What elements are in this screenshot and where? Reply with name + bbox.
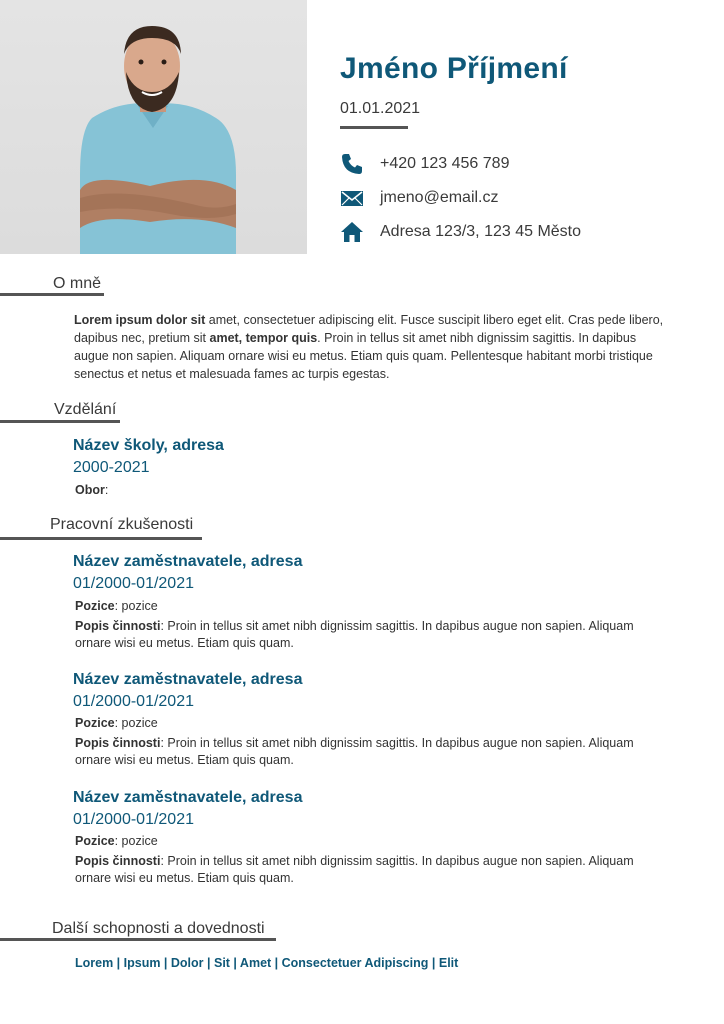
school-name: Název školy, adresa: [73, 437, 224, 454]
about-text-1: amet, consectetuer adipiscing elit. Fusce suscipit libero eget elit. Cras pede libero, dapibus nec, pretium sit: [74, 313, 664, 345]
employer-name: Název zaměstnavatele, adresa: [73, 671, 303, 688]
section-divider-education: [0, 420, 120, 423]
phone-icon: [340, 152, 364, 176]
job-position-value: : pozice: [114, 716, 158, 730]
job-period: 01/2000-01/2021: [73, 575, 194, 592]
job-period: 01/2000-01/2021: [73, 811, 194, 828]
section-divider-experience: [0, 537, 202, 540]
section-title-skills: Další schopnosti a dovednosti: [52, 920, 265, 937]
section-title-education: Vzdělání: [54, 401, 117, 418]
job-position: [75, 716, 158, 730]
study-field-value: :: [104, 483, 109, 497]
job-description-text: : Proin in tellus sit amet nibh dignissim sagittis. In dapibus augue non sapien. Aliquam ornare wisi eu metus. Etiam quis quam.: [75, 619, 634, 650]
job-description-label: Popis činnosti: [75, 854, 161, 868]
profile-photo: [0, 0, 307, 254]
job-description: [75, 853, 665, 887]
about-bold-2: amet, tempor quis: [209, 331, 318, 345]
contact-email: [340, 185, 499, 211]
skills-list: Lorem | Ipsum | Dolor | Sit | Amet | Consectetuer Adipiscing | Elit: [75, 956, 459, 970]
job-description: [75, 735, 665, 769]
contact-phone: [340, 151, 510, 177]
contact-address: [340, 219, 582, 245]
job-position: [75, 599, 158, 613]
job-position-label: Pozice: [75, 599, 115, 613]
envelope-icon: [340, 186, 364, 210]
school-years: 2000-2021: [73, 459, 150, 476]
about-bold-1: Lorem ipsum dolor sit: [74, 313, 206, 327]
employer-name: Název zaměstnavatele, adresa: [73, 789, 303, 806]
job-period: 01/2000-01/2021: [73, 693, 194, 710]
job-position-label: Pozice: [75, 716, 115, 730]
job-description-label: Popis činnosti: [75, 619, 161, 633]
section-title-about: O mně: [53, 275, 102, 292]
study-field: [75, 483, 108, 497]
job-position-value: : pozice: [114, 834, 158, 848]
about-text-2: . Proin in tellus sit amet nibh dignissim sagittis. In dapibus augue non sapien. Aliquam ornare wisi eu metus. Etiam quis quam. Pellentesque habitant morbi tristique senectus et netus et malesuada fames ac turpis egestas.: [74, 331, 653, 381]
postal-address: Adresa 123/3, 123 45 Město: [380, 223, 582, 240]
candidate-name: Jméno Příjmení: [340, 52, 568, 85]
job-position-label: Pozice: [75, 834, 115, 848]
section-title-experience: Pracovní zkušenosti: [50, 516, 194, 533]
person-illustration: [0, 0, 307, 254]
phone-number[interactable]: +420 123 456 789: [380, 155, 510, 172]
job-description-text: : Proin in tellus sit amet nibh dignissim sagittis. In dapibus augue non sapien. Aliquam ornare wisi eu metus. Etiam quis quam.: [75, 736, 634, 767]
home-icon: [340, 220, 364, 244]
job-position-value: : pozice: [114, 599, 158, 613]
job-description-text: : Proin in tellus sit amet nibh dignissim sagittis. In dapibus augue non sapien. Aliquam ornare wisi eu metus. Etiam quis quam.: [75, 854, 634, 885]
employer-name: Název zaměstnavatele, adresa: [73, 553, 303, 570]
header-divider: [340, 126, 408, 129]
job-description-label: Popis činnosti: [75, 736, 161, 750]
job-position: [75, 834, 158, 848]
section-divider-skills: [0, 938, 276, 941]
section-divider-about: [0, 293, 104, 296]
study-field-label: Obor: [75, 483, 105, 497]
job-description: [75, 618, 665, 652]
about-paragraph: [74, 311, 664, 383]
email-address[interactable]: jmeno@email.cz: [380, 189, 499, 206]
birth-date: 01.01.2021: [340, 100, 421, 117]
